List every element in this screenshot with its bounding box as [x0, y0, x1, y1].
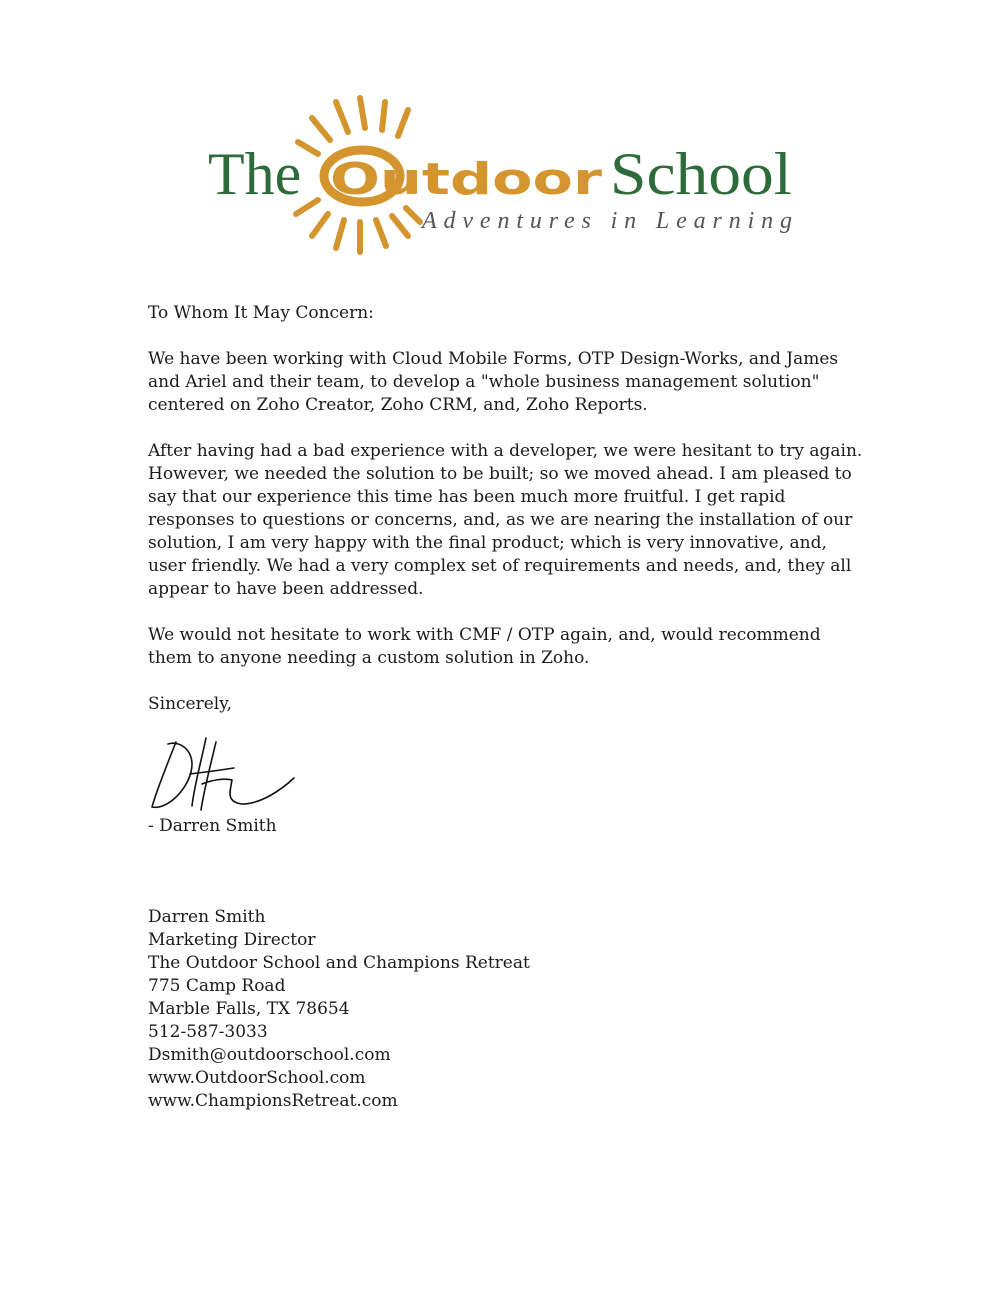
- logo-outdoor: Outdoor: [330, 154, 603, 205]
- contact-street: 775 Camp Road: [148, 976, 286, 996]
- paragraph-1: We have been working with Cloud Mobile Forms, OTP Design-Works, and James and Ariel and their team, to develop a "whole business management solution" centered on Zoho Creator, Zoho CRM, and, Zoho Reports.: [148, 349, 839, 415]
- outdoor-school-logo: [200, 90, 800, 260]
- paragraph-2: After having had a bad experience with a developer, we were hesitant to try again. However, we needed the solution to be built; so we moved ahead. I am pleased to say that our experience this time has been much more fruitful. I get rapid responses to questions or concerns, and, as we are nearing the installation of our solution, I am very happy with the final product; which is very innovative, and, user friendly. We had a very complex set of requirements and needs, and, they all appear to have been addressed.: [148, 441, 863, 599]
- logo-the: The: [208, 141, 302, 207]
- paragraph-3: We would not hesitate to work with CMF / OTP again, and, would recommend them to anyone needing a custom solution in Zoho.: [148, 625, 821, 668]
- contact-website-1: www.OutdoorSchool.com: [148, 1068, 366, 1088]
- salutation: To Whom It May Concern:: [148, 303, 374, 323]
- signature-name: - Darren Smith: [148, 816, 277, 836]
- contact-title: Marketing Director: [148, 930, 316, 950]
- contact-email: Dsmith@outdoorschool.com: [148, 1045, 391, 1065]
- letter-body: [148, 302, 868, 739]
- contact-website-2: www.ChampionsRetreat.com: [148, 1091, 398, 1111]
- logo-tagline: Adventures in Learning: [422, 208, 792, 234]
- contact-name: Darren Smith: [148, 907, 266, 927]
- contact-phone: 512-587-3033: [148, 1022, 268, 1042]
- contact-block: [148, 906, 530, 1113]
- closing: Sincerely,: [148, 694, 232, 714]
- contact-organization: The Outdoor School and Champions Retreat: [148, 953, 530, 973]
- handwritten-signature: [146, 732, 306, 817]
- contact-city: Marble Falls, TX 78654: [148, 999, 350, 1019]
- logo-school: School: [610, 141, 792, 207]
